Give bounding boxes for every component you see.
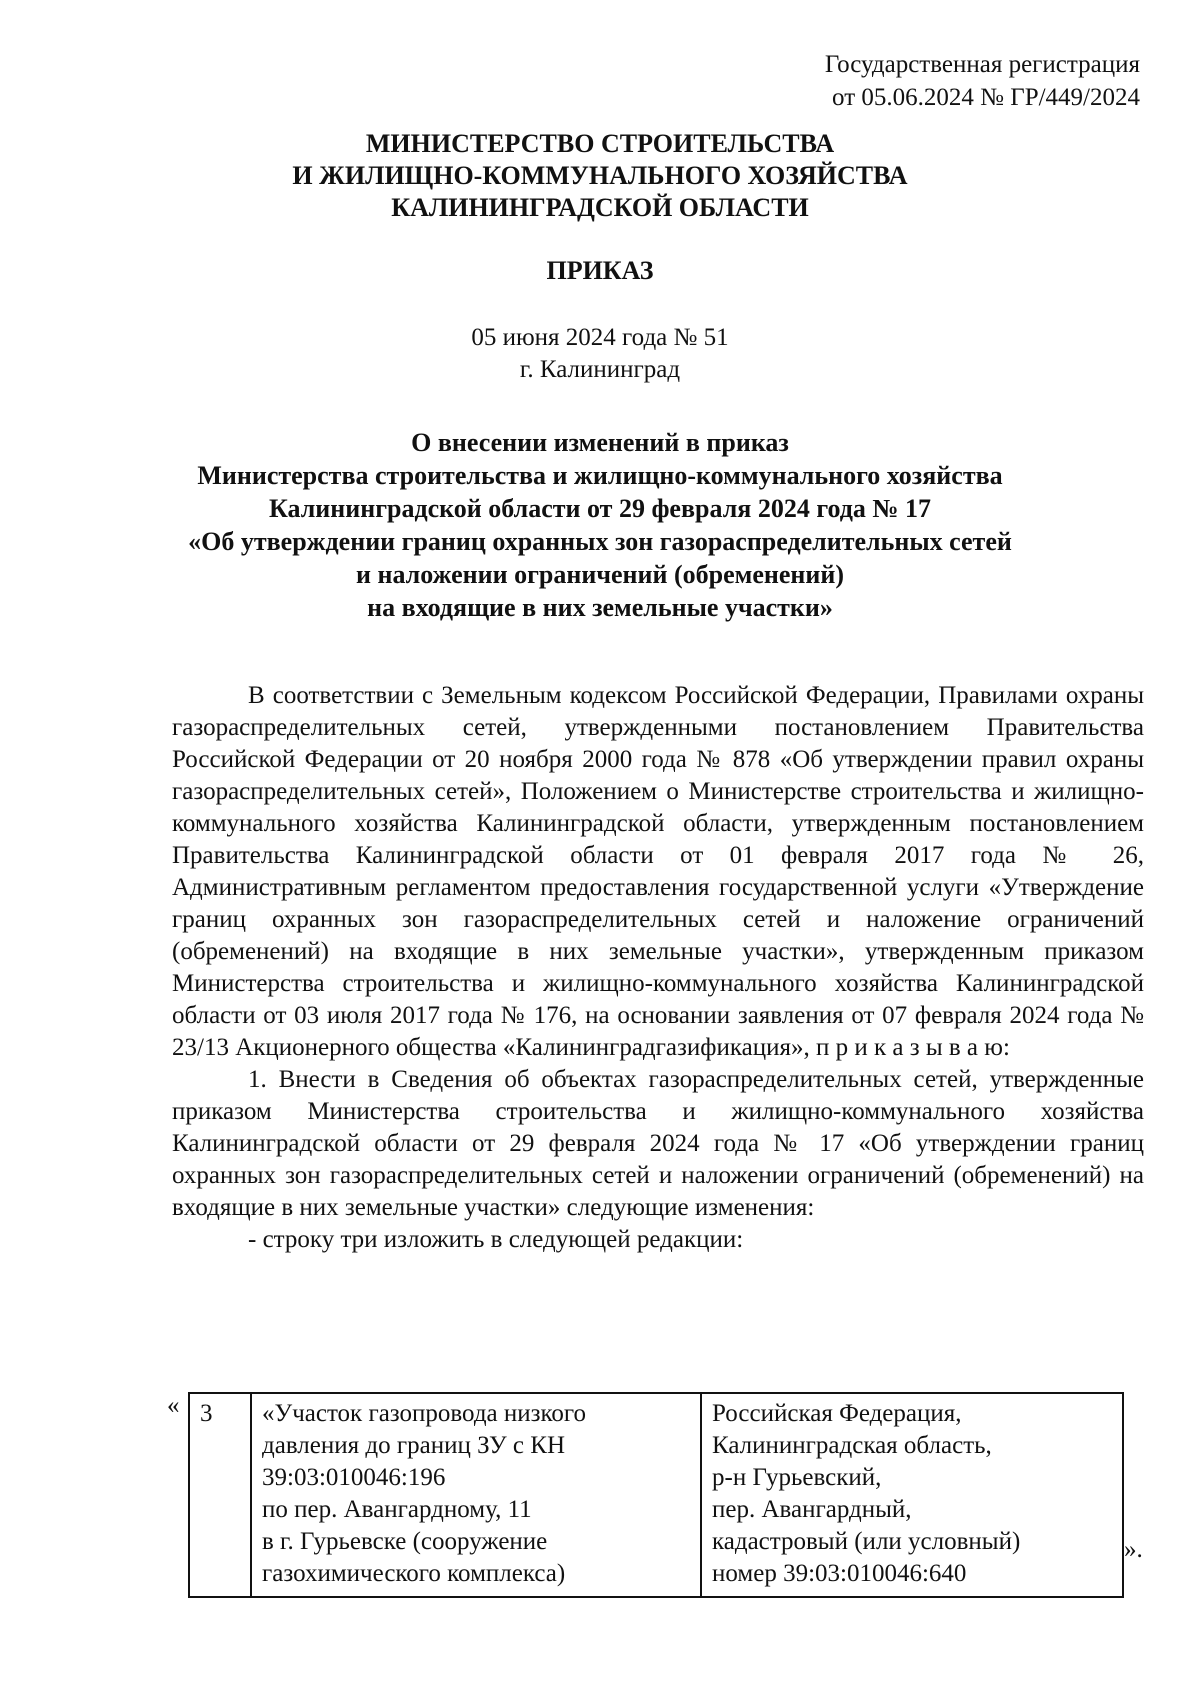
- table-open-quote: «: [167, 1392, 180, 1419]
- row-number-cell: 3: [189, 1393, 251, 1597]
- ministry-header: [0, 128, 1200, 224]
- registration-line-1: Государственная регистрация: [824, 51, 1140, 78]
- location-line: номер 39:03:010046:640: [712, 1560, 967, 1587]
- subject-line-4: «Об утверждении границ охранных зон газораспределительных сетей: [188, 527, 1012, 556]
- subject-line-5: и наложении ограничений (обременений): [355, 560, 845, 589]
- object-description-cell: [251, 1393, 701, 1597]
- desc-line: газохимического комплекса): [262, 1560, 566, 1587]
- desc-line: давления до границ ЗУ с КН: [262, 1432, 566, 1459]
- object-location-cell: [701, 1393, 1123, 1597]
- order-title: ПРИКАЗ: [546, 256, 654, 285]
- item-1-paragraph: 1. Внести в Сведения об объектах газораспределительных сетей, утвержденные приказом Министерства строительства и жилищно-коммунального хозяйства Калининградской области от 29 февраля 2024 года № 17 «Об утверждении границ охранных зон газораспределительных сетей и наложении ограничений (обременений) на входящие в них земельные участки» следующие изменения:: [172, 1066, 1144, 1221]
- registration-line-2: от 05.06.2024 № ГР/449/2024: [832, 84, 1140, 111]
- decree-word: п р и к а з ы в а ю:: [815, 1034, 1010, 1061]
- table-close-quote: ».: [1124, 1536, 1143, 1563]
- preamble-text: В соответствии с Земельным кодексом Российской Федерации, Правилами охраны газораспределительных сетей, утвержденными постановлением Правительства Российской Федерации от 20 ноября 2000 года № 878 «Об утверждении правил охраны газораспределительных сетей», Положением о Министерстве строительства и жилищно-коммунального хозяйства Калининградской области, утвержденным постановлением Правительства Калининградской области от 01 февраля 2017 года № 26, Административным регламентом предоставления государственной услуги «Утверждение границ охранных зон газораспределительных сетей и наложение ограничений (обременений) на входящие в них земельные участки», утвержденным приказом Министерства строительства и жилищно-коммунального хозяйства Калининградской области от 03 июля 2017 года № 176, на основании заявления от 07 февраля 2024 года № 23/13 Акционерного общества «Калининградгазификация»,: [172, 682, 1144, 1061]
- desc-line: по пер. Авангардному, 11: [262, 1496, 532, 1523]
- desc-line: «Участок газопровода низкого: [262, 1400, 587, 1427]
- location-line: пер. Авангардный,: [712, 1496, 912, 1523]
- date-place: [0, 322, 1200, 386]
- ministry-line-1: МИНИСТЕРСТВО СТРОИТЕЛЬСТВА: [365, 129, 835, 158]
- table-row: [189, 1393, 1123, 1597]
- location-line: кадастровый (или условный): [712, 1528, 1021, 1555]
- order-subject: [0, 426, 1200, 624]
- desc-line: в г. Гурьевске (сооружение: [262, 1528, 548, 1555]
- subject-line-2: Министерства строительства и жилищно-коммунального хозяйства: [197, 461, 1003, 490]
- registration-stamp: [825, 48, 1140, 114]
- ministry-line-3: КАЛИНИНГРАДСКОЙ ОБЛАСТИ: [391, 193, 809, 222]
- location-line: Калининградская область,: [712, 1432, 992, 1459]
- preamble-paragraph: [172, 680, 1144, 1064]
- location-line: р-н Гурьевский,: [712, 1464, 882, 1491]
- gas-object-table: [188, 1392, 1124, 1598]
- subject-line-1: О внесении изменений в приказ: [411, 428, 789, 457]
- subject-line-6: на входящие в них земельные участки»: [367, 593, 833, 622]
- order-body: [172, 680, 1144, 1256]
- item-1-subclause: - строку три изложить в следующей редакции:: [248, 1226, 744, 1253]
- subject-line-3: Калининградской области от 29 февраля 2024 года № 17: [268, 494, 932, 523]
- desc-line: 39:03:010046:196: [262, 1464, 446, 1491]
- order-city: г. Калининград: [519, 356, 681, 383]
- ministry-line-2: И ЖИЛИЩНО-КОММУНАЛЬНОГО ХОЗЯЙСТВА: [292, 161, 908, 190]
- order-date-number: 05 июня 2024 года № 51: [471, 324, 729, 351]
- location-line: Российская Федерация,: [712, 1400, 962, 1427]
